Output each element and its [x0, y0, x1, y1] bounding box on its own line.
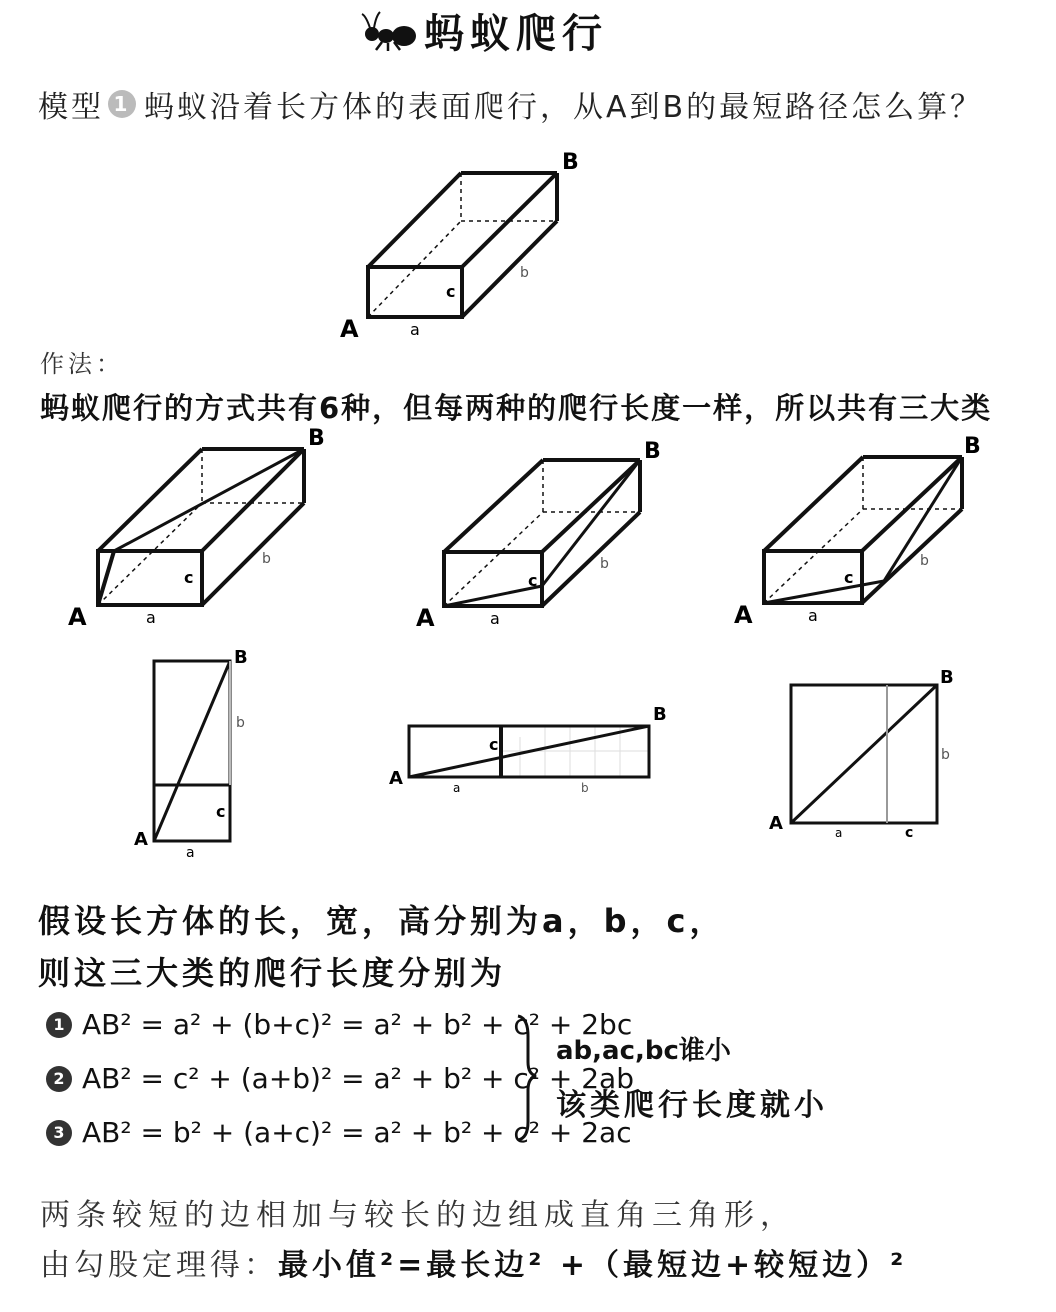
label-a: a: [410, 320, 420, 339]
label-B: B: [964, 434, 981, 459]
label-B: B: [940, 667, 954, 688]
label-a: a: [186, 845, 195, 860]
brace-icon: [510, 1012, 540, 1142]
main-cuboid-diagram: [330, 145, 590, 345]
label-b: b: [941, 747, 950, 763]
label-B: B: [653, 704, 667, 725]
brace-note-line2: 该类爬行长度就小: [556, 1088, 828, 1123]
label-b: b: [262, 551, 271, 567]
label-c: c: [489, 735, 499, 754]
label-b: b: [236, 715, 245, 731]
label-B: B: [308, 426, 325, 451]
conclusion-line2: [40, 1240, 907, 1284]
formula-text: AB² = c² + (a+b)² = a² + b² + c² + 2ab: [82, 1062, 634, 1095]
formula-number: 3: [46, 1120, 72, 1146]
label-c: c: [528, 571, 538, 590]
label-a: a: [453, 781, 461, 795]
label-b: b: [920, 553, 929, 569]
formula-number: 2: [46, 1066, 72, 1092]
conclusion-formula: 最小值²=最长边² +（最短边+较短边）²: [278, 1248, 908, 1283]
assumption-text: 假设长方体的长，宽，高分别为a，b，c，: [38, 902, 726, 940]
conclusion-line1: 两条较短的边相加与较长的边组成直角三角形，: [40, 1198, 796, 1233]
label-a: a: [490, 609, 500, 628]
formula-text: AB² = b² + (a+c)² = a² + b² + c² + 2ac: [82, 1116, 632, 1149]
then-text: 则这三大类的爬行长度分别为: [38, 954, 507, 992]
net-2: [385, 700, 675, 800]
title-text: 蚂蚁爬行: [424, 10, 608, 57]
model-question: [38, 82, 983, 126]
label-c: c: [216, 802, 226, 821]
cuboid-path-3: [730, 425, 1010, 635]
label-A: A: [68, 603, 87, 631]
formula-1: [46, 1008, 632, 1041]
label-b: b: [600, 556, 609, 572]
label-a: a: [835, 826, 843, 840]
question-text: 蚂蚁沿着长方体的表面爬行，从A到B的最短路径怎么算？: [144, 90, 984, 125]
label-A: A: [734, 601, 753, 629]
label-A: A: [134, 829, 148, 850]
label-B: B: [234, 647, 248, 668]
model-number-badge: 1: [108, 90, 136, 118]
label-A: A: [769, 813, 783, 834]
ant-icon: [360, 8, 416, 52]
formula-text: AB² = a² + (b+c)² = a² + b² + c² + 2bc: [82, 1008, 633, 1041]
model-prefix: 模型: [38, 90, 104, 125]
formula-2: [46, 1062, 634, 1095]
label-c: c: [905, 825, 914, 841]
method-description: 蚂蚁爬行的方式共有6种，但每两种的爬行长度一样，所以共有三大类: [40, 391, 993, 425]
cuboid-path-2: [410, 430, 680, 635]
label-A: A: [340, 315, 359, 343]
label-c: c: [446, 282, 456, 301]
cuboid-path-1: [60, 425, 340, 635]
label-B: B: [644, 439, 661, 464]
label-a: a: [146, 608, 156, 627]
brace-note-line1: ab,ac,bc谁小: [556, 1036, 731, 1066]
method-label: 作法：: [40, 350, 124, 378]
net-3: [765, 665, 965, 845]
label-c: c: [184, 568, 194, 587]
formula-3: [46, 1116, 632, 1149]
label-c: c: [844, 568, 854, 587]
label-a: a: [808, 606, 818, 625]
label-b: b: [581, 781, 589, 795]
label-B: B: [562, 150, 579, 175]
conclusion-prefix: 由勾股定理得：: [40, 1248, 278, 1283]
label-A: A: [389, 768, 403, 789]
net-1: [130, 645, 260, 860]
formula-number: 1: [46, 1012, 72, 1038]
label-b: b: [520, 265, 529, 281]
page-title: [360, 4, 608, 56]
label-A: A: [416, 604, 435, 632]
